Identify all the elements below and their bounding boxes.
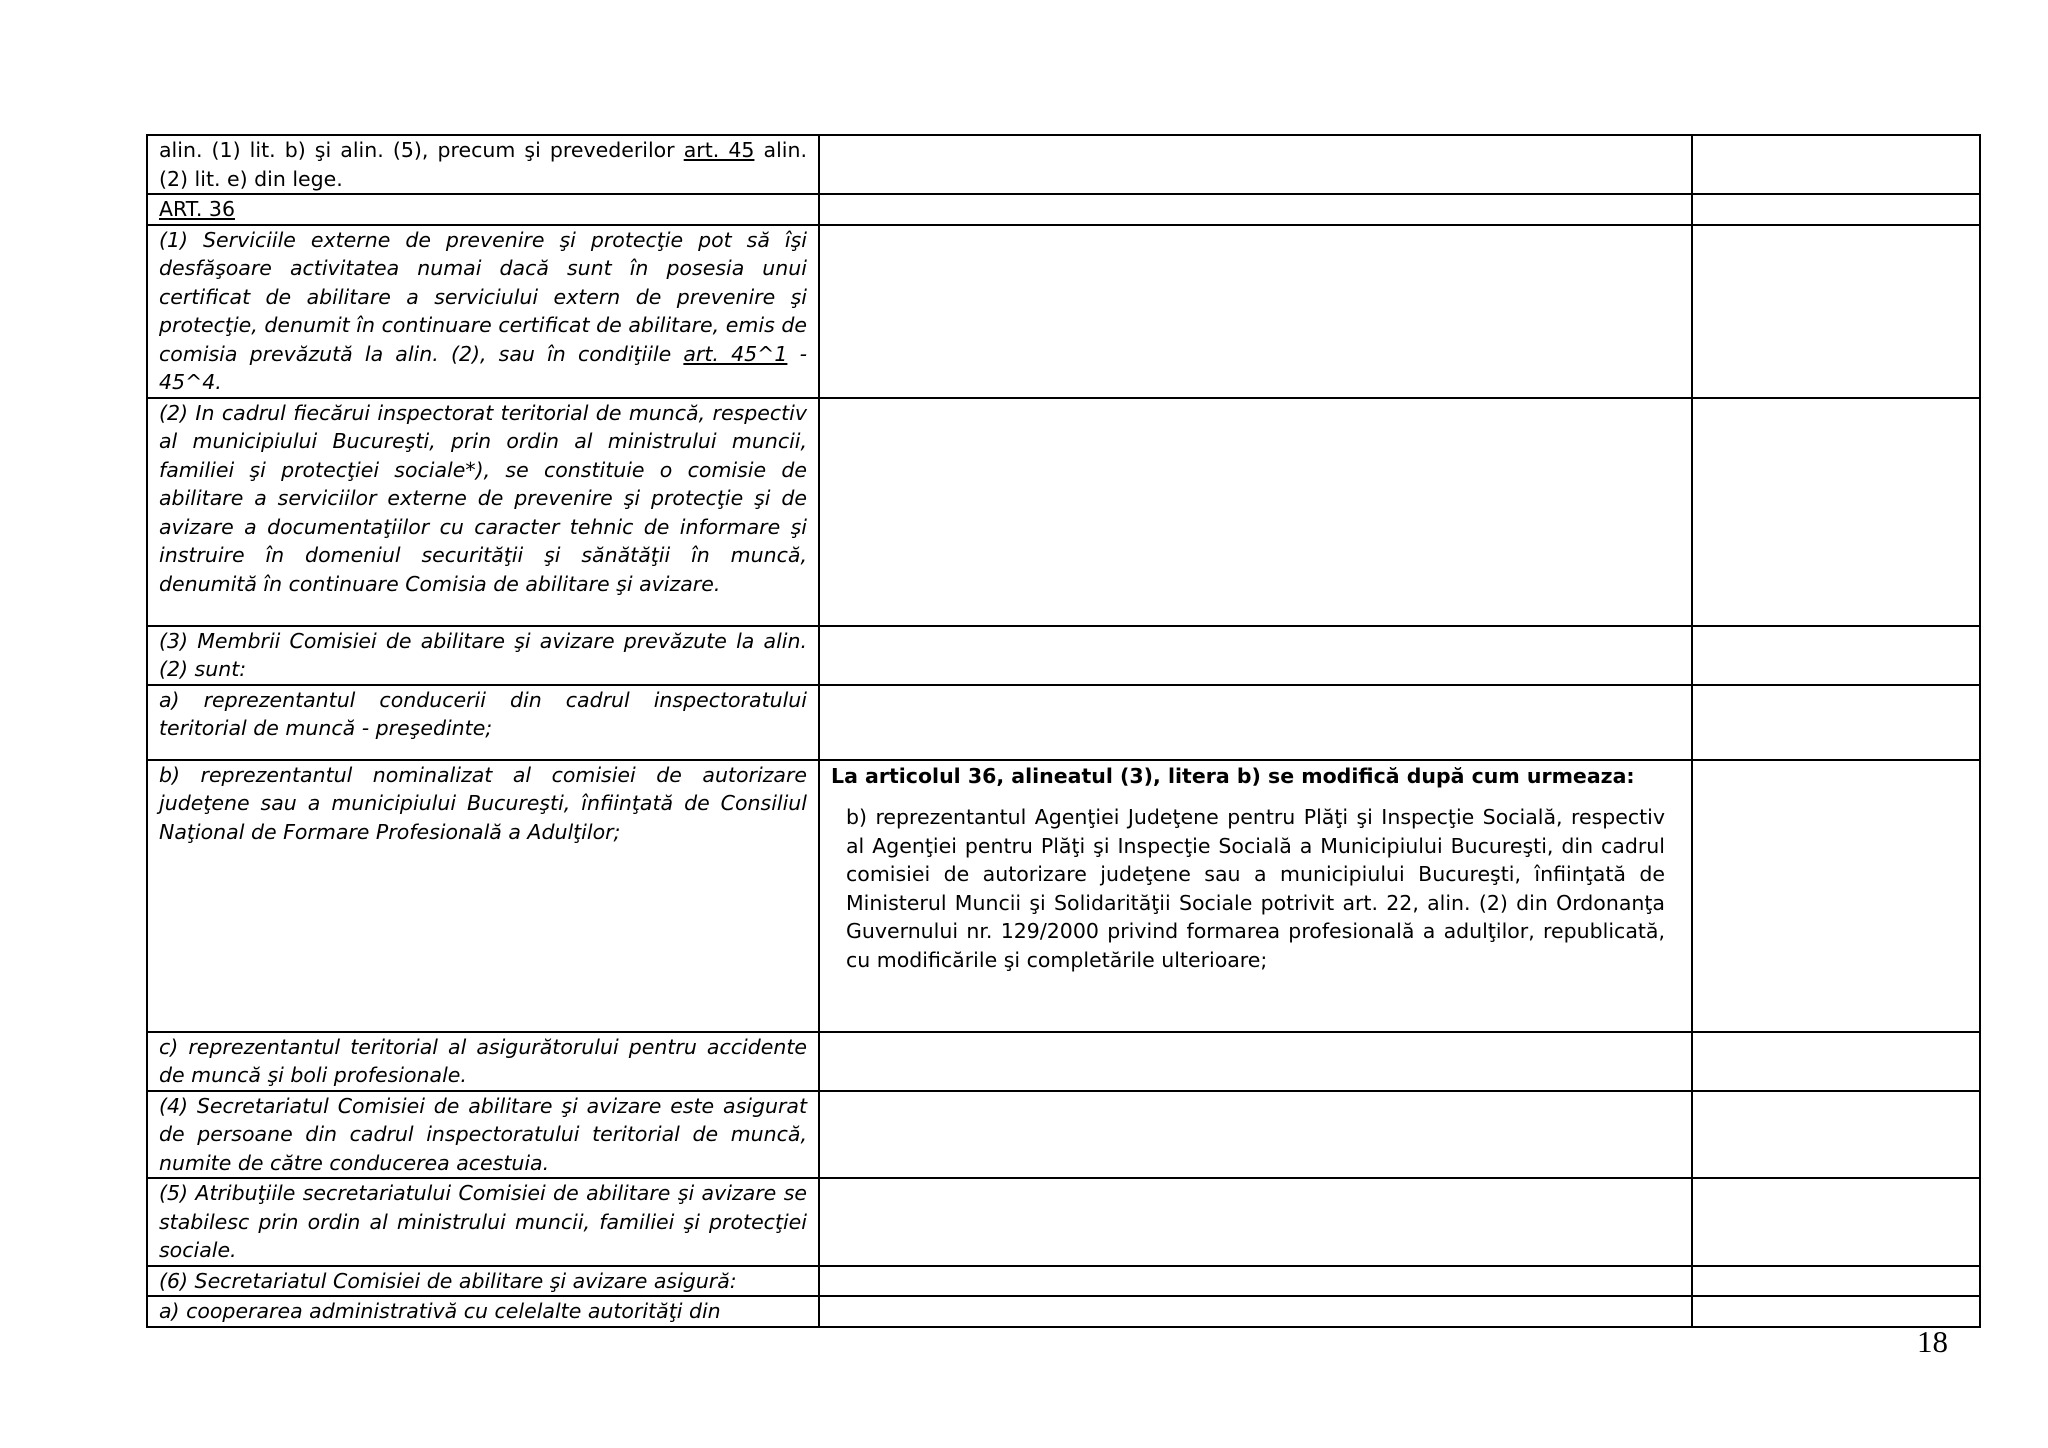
notes-cell [1692,1032,1980,1091]
law-text: - 45^4. [159,341,807,394]
original-text-cell [147,225,819,398]
notes-cell [1692,1266,1980,1297]
amendment-cell [819,194,1692,225]
law-text: (1) Serviciile externe de prevenire şi protecţie pot să îşi desfăşoare activitatea numai dacă sunt în posesia unui certificat de abilitare a serviciului extern de prevenire şi protecţie, denumit în continuare certificat de abilitare, emis de comisia prevăzută la alin. (2), sau în condiţiile [159,227,807,366]
law-reference-link[interactable]: art. 45 [683,138,755,162]
law-text: alin. (1) lit. b) şi alin. (5), precum şi prevederilor [159,138,684,162]
article-heading-link[interactable]: ART. 36 [159,197,235,221]
table-row [147,1178,1980,1266]
table-row [147,225,1980,398]
amendment-cell [819,1032,1692,1091]
amendment-title: La articolul 36, alineatul (3), litera b) se modifică după cum urmeaza: [831,763,1635,788]
amendment-cell [819,1296,1692,1327]
notes-cell [1692,398,1980,626]
notes-cell [1692,760,1980,1032]
amendment-table [146,134,1981,1328]
amendment-cell [819,225,1692,398]
table-row [147,760,1980,1032]
table-row [147,398,1980,626]
original-text-cell: c) reprezentantul teritorial al asigurătorului pentru accidente de muncă şi boli profesionale. [147,1032,819,1091]
table-row [147,1296,1980,1327]
amendment-cell [819,685,1692,760]
notes-cell [1692,135,1980,194]
table-row [147,1266,1980,1297]
law-text: alin. (2) lit. e) din lege. [159,138,807,191]
amendment-cell [819,1178,1692,1266]
law-reference-link[interactable]: art. 45^1 [683,341,788,366]
table-row [147,135,1980,194]
amendment-cell [819,398,1692,626]
original-text-cell: (6) Secretariatul Comisiei de abilitare şi avizare asigură: [147,1266,819,1297]
notes-cell [1692,1091,1980,1179]
original-text-cell: a) reprezentantul conducerii din cadrul inspectoratului teritorial de muncă - preşedinte; [147,685,819,760]
original-text-cell: (2) In cadrul fiecărui inspectorat teritorial de muncă, respectiv al municipiului Bucureşti, prin ordin al ministrului muncii, familiei şi protecţiei sociale*), se constituie o comisie de abilitare a serviciilor externe de prevenire şi protecţie şi de avizare a documentaţiilor cu caracter tehnic de informare şi instruire în domeniul securităţii şi sănătăţii în muncă, denumită în continuare Comisia de abilitare şi avizare. [147,398,819,626]
notes-cell [1692,626,1980,685]
table-row [147,1032,1980,1091]
original-text-cell: (5) Atribuţiile secretariatului Comisiei de abilitare şi avizare se stabilesc prin ordin al ministrului muncii, familiei şi protecţiei sociale. [147,1178,819,1266]
table-row [147,626,1980,685]
amendment-cell [819,1091,1692,1179]
amendment-cell [819,760,1692,1032]
original-text-cell: a) cooperarea administrativă cu celelalte autorităţi din [147,1296,819,1327]
notes-cell [1692,685,1980,760]
original-text-cell [147,135,819,194]
amendment-text: b) reprezentantul Agenţiei Judeţene pentru Plăţi şi Inspecţie Socială, respectiv al Agenţiei pentru Plăţi şi Inspecţie Socială a Municipiului Bucureşti, din cadrul comisiei de autorizare judeţene sau a municipiului Bucureşti, înfiinţată de Ministerul Muncii şi Solidarităţii Sociale potrivit art. 22, alin. (2) din Ordonanţa Guvernului nr. 129/2000 privind formarea profesională a adulţilor, republicată, cu modificările şi completările ulterioare; [846,805,1665,972]
original-text-cell: (3) Membrii Comisiei de abilitare şi avizare prevăzute la alin. (2) sunt: [147,626,819,685]
table-row [147,1091,1980,1179]
table-row [147,194,1980,225]
notes-cell [1692,1178,1980,1266]
page-number: 18 [1917,1324,1948,1359]
amendment-cell [819,626,1692,685]
table-row [147,685,1980,760]
amendment-cell [819,135,1692,194]
original-text-cell: (4) Secretariatul Comisiei de abilitare şi avizare este asigurat de persoane din cadrul inspectoratului teritorial de muncă, numite de către conducerea acestuia. [147,1091,819,1179]
notes-cell [1692,225,1980,398]
amendment-cell [819,1266,1692,1297]
original-text-cell [147,194,819,225]
notes-cell [1692,194,1980,225]
original-text-cell: b) reprezentantul nominalizat al comisiei de autorizare judeţene sau a municipiului Bucureşti, înfiinţată de Consiliul Naţional de Formare Profesională a Adulţilor; [147,760,819,1032]
